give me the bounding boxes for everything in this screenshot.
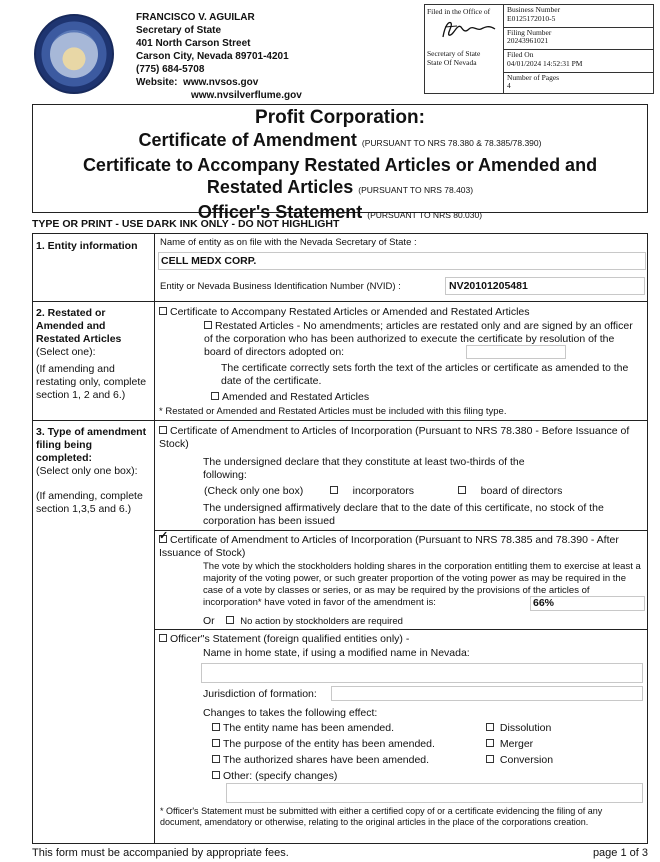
amendment-form: 1. Entity information Name of entity as on file with the Nevada Secretary of State : CELL MEDX CORP. Entity or Nevada Business Identification Number (NVID) : NV20101205481 2. Restated or Amended and Restated Articles (Select one): (If amending and restating only, complete section 1, 2 and 6.) Certificate to Accompany Restated Articles or Amended and Restated Articles Restated Articles - No amendments; articles are restated only and are signed by an officer of the corporation who has been authorized to execute the certificate by resolution of the board of directors adopted on: The certificate correctly sets forth the text of the articles or certificate as amended to the date of the certificate. Amended and Restated Articles * Restated or Amended and Restated Articles must be included with this filing type. 3. Type of amendment filing being completed: (Select only one box): (If amending, complete section 1,3,5 and 6.) Certificate of Amendment to Articles of Incorporation (Pursuant to NRS 78.380 - Before Issuance of Stock) The undersigned declare that they constitute at least two-thirds of the following: (Check only one box) incorporators board of directors The undersigned affirmatively declare that to the date of this certificate, no stock of the corporation has been issued ✓Certificate of Amendment to Articles of Incorporation (Pursuant to NRS 78.385 and 78.390 - After Issuance of Stock) The vote by which the stockholders holding shares in the corporation entitling them to exercise at least a majority of the voting power, or such greater proportion of the voting power as may be required in the case of a vote by classes or series, or as may be required by the provisions of the articles of incorporation* have voted in favor of the amendment is: 66% Or No action by stockholders are required Officer"s Statement (foreign qualified entities only) - Name in home state, if using a modified name in Nevada: Jurisdiction of formation: Changes to takes the following effect: The entity name has been amended. The purpose of the entity has been amended. The authorized shares have been amended. Other: (specify changes) Dissolution Merger Conversion * Officer's Statement must be submitted with either a certified copy of or a certificate evidencing the filing of any document, amendatory or otherwise, relating to the original articles in the place of the corporations creation.: [32, 233, 648, 844]
restated-note: The certificate correctly sets forth the text of the articles or certificate as amended to the date of the certificate.: [221, 362, 629, 387]
shares-amended-checkbox[interactable]: [212, 755, 220, 763]
home-state-name-label: Name in home state, if using a modified name in Nevada:: [203, 647, 470, 659]
page-count-cell: Number of Pages 4: [504, 73, 653, 96]
officers-statement-checkbox[interactable]: [159, 634, 167, 642]
after-issuance-checkbox[interactable]: [159, 535, 167, 543]
jurisdiction-label: Jurisdiction of formation:: [203, 688, 317, 700]
nevada-state-seal: [34, 14, 114, 94]
board-of-directors-checkbox[interactable]: [458, 486, 466, 494]
sos-line-1: Secretary of State: [427, 49, 481, 58]
website-link-1[interactable]: www.nvsos.gov: [183, 77, 259, 88]
filed-on: 04/01/2024 14:52:31 PM: [507, 58, 583, 68]
entity-name-label: Name of entity as on file with the Nevada Secretary of State :: [160, 237, 417, 248]
nvid-field[interactable]: NV20101205481: [445, 277, 645, 295]
before-issuance-checkbox[interactable]: [159, 426, 167, 434]
changes-label: Changes to takes the following effect:: [203, 707, 378, 719]
section-2-footnote: * Restated or Amended and Restated Articles must be included with this filing type.: [159, 406, 507, 417]
conversion-checkbox[interactable]: [486, 755, 494, 763]
other-changes-checkbox[interactable]: [212, 771, 220, 779]
business-number: E0125172010-5: [507, 13, 556, 23]
filing-number: 20243961021: [507, 36, 549, 45]
after-vote-text: The vote by which the stockholders holding shares in the corporation entitling them to exercise at least a majority of the voting power, or such greater proportion of the voting power as may be required in the case of a vote by classes or series, or as may be required by the provisions of the articles of incorporation* have voted in favor of the amendment is:: [203, 561, 641, 608]
section-2-label: 2. Restated or Amended and Restated Articles (Select one): (If amending and restating only, complete section 1, 2 and 6.): [36, 307, 147, 401]
merger-checkbox[interactable]: [486, 739, 494, 747]
sos-address-block: [136, 11, 302, 102]
form-title: Profit Corporation:: [255, 107, 425, 128]
officer-title: Secretary of State: [136, 25, 222, 36]
signature-image: [439, 17, 499, 41]
filed-in-label: Filed in the Office of: [427, 7, 491, 16]
ink-instructions: TYPE OR PRINT - USE DARK INK ONLY - DO NOT HIGHLIGHT: [32, 218, 340, 230]
city-address: Carson City, Nevada 89701-4201: [136, 51, 289, 62]
incorporators-checkbox[interactable]: [330, 486, 338, 494]
street-address: 401 North Carson Street: [136, 38, 251, 49]
accompany-restated-checkbox[interactable]: [159, 307, 167, 315]
officer-statement-title: Officer's Statement: [197, 202, 363, 222]
name-amended-checkbox[interactable]: [212, 723, 220, 731]
certificate-amendment-title: Certificate of Amendment: [138, 130, 357, 150]
before-declare-text: The undersigned declare that they constitute at least two-thirds of the following:: [203, 456, 525, 481]
amended-restated-checkbox[interactable]: [211, 392, 219, 400]
dissolution-checkbox[interactable]: [486, 723, 494, 731]
nvid-label: Entity or Nevada Business Identification Number (NVID) :: [160, 281, 401, 292]
restated-title: Certificate to Accompany Restated Articles or Amended and: [82, 155, 598, 175]
page-indicator: page 1 of 3: [592, 847, 648, 859]
board-resolution-date-field[interactable]: [466, 345, 566, 359]
business-number-cell: Business Number E0125172010-5: [504, 5, 653, 28]
jurisdiction-field[interactable]: [331, 686, 643, 701]
section-1-label: 1. Entity information: [36, 240, 138, 252]
page-count: 4: [507, 81, 511, 90]
sos-line-2: State Of Nevada: [427, 58, 477, 67]
filing-stamp: [424, 4, 654, 94]
before-affirm-text: The undersigned affirmatively declare that to the date of this certificate, no stock of the corporation has been issued: [203, 502, 604, 527]
website-line: Website: www.nvsos.gov: [136, 77, 259, 88]
purpose-amended-checkbox[interactable]: [212, 739, 220, 747]
phone: (775) 684-5708: [136, 64, 205, 75]
vote-percentage-field[interactable]: 66%: [530, 596, 645, 611]
officer-statement-footnote: * Officer's Statement must be submitted with either a certified copy of or a certificate evidencing the filing of any document, amendatory or otherwise, relating to the original articles in the place of the corporations creation.: [160, 806, 603, 827]
form-title-box: Profit Corporation: Certificate of Amendment (PURSUANT TO NRS 78.380 & 78.385/78.390) Certificate to Accompany Restated Articles or Amended and Restated Articles (PURSUANT TO NRS 78.403) Officer's Statement (PURSUANT TO NRS 80.030): [32, 104, 648, 213]
section-3-label: 3. Type of amendment filing being completed: (Select only one box): (If amending, complete section 1,3,5 and 6.): [36, 426, 147, 515]
other-changes-field[interactable]: [226, 783, 643, 803]
filing-number-cell: Filing Number 20243961021: [504, 28, 653, 51]
website-link-2[interactable]: www.nvsilverflume.gov: [191, 90, 302, 101]
restated-articles-checkbox[interactable]: [204, 321, 212, 329]
check-one-label: (Check only one box): [204, 485, 304, 497]
filed-on-cell: Filed On 04/01/2024 14:52:31 PM: [504, 50, 653, 73]
officer-name: FRANCISCO V. AGUILAR: [136, 12, 255, 23]
fees-notice: This form must be accompanied by appropriate fees.: [32, 847, 289, 859]
home-state-name-field[interactable]: [201, 663, 643, 683]
no-action-checkbox[interactable]: [226, 616, 234, 624]
entity-name-field[interactable]: CELL MEDX CORP.: [158, 252, 646, 270]
